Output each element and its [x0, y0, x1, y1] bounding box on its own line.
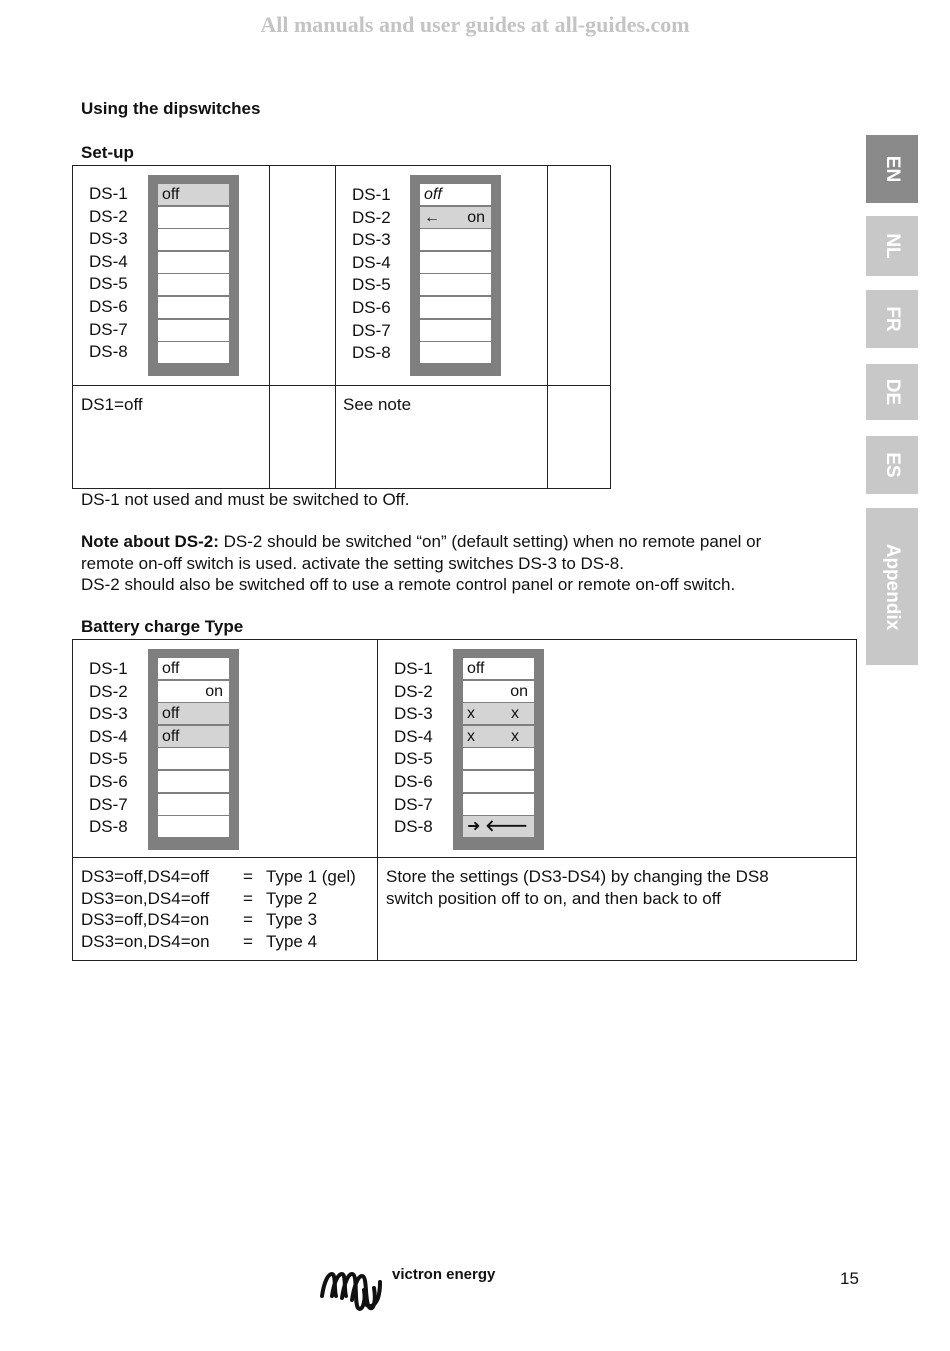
switch-slot-ds2: on — [467, 208, 485, 226]
switch-slot-ds1: off — [467, 660, 485, 677]
dipswitch-block-setup-default — [148, 175, 239, 376]
battery-heading: Battery charge Type — [81, 617, 244, 636]
tab-nl[interactable]: NL — [866, 216, 918, 276]
switch-slot-ds4: x — [467, 727, 475, 745]
tab-appendix[interactable]: Appendix — [866, 508, 918, 665]
setup-left-caption: DS1=off — [81, 395, 143, 414]
setup-footnote: DS-1 not used and must be switched to Off. — [81, 490, 410, 509]
switch-slot-ds2: on — [510, 682, 528, 700]
setup-table — [72, 165, 611, 489]
battery-table — [72, 639, 857, 961]
switch-slot-ds3: x — [467, 705, 475, 723]
setup-left-labels: DS-1 DS-2 DS-3 DS-4 DS-5 DS-6 DS-7 DS-8 — [89, 184, 128, 362]
switch-slot-ds3: off — [162, 705, 180, 723]
tab-es[interactable]: ES — [866, 436, 918, 494]
tab-fr[interactable]: FR — [866, 290, 918, 348]
battery-left-labels: DS-1 DS-2 DS-3 DS-4 DS-5 DS-6 DS-7 DS-8 — [89, 659, 128, 837]
setup-right-caption: See note — [343, 395, 412, 414]
dipswitch-block-battery-store: off on x x x x ➜ 🡐 — [453, 649, 544, 850]
tab-de[interactable]: DE — [866, 364, 918, 420]
switch-slot-ds1: off — [162, 186, 180, 203]
ds2-note: Note about DS-2: DS-2 should be switched “on” (default setting) when no remote panel or remote on-off switch is used. activate the setting switches DS-3 to DS-8. DS-2 should also be switched off to use a remote control panel or remote on-off switch. — [81, 532, 762, 594]
store-settings-text: Store the settings (DS3-DS4) by changing the DS8 switch position off to on, and then back to off — [386, 867, 769, 908]
page-number: 15 — [840, 1269, 859, 1288]
dipswitch-block-battery-types — [148, 649, 239, 850]
switch-slot-ds1: off — [424, 186, 442, 203]
tab-en[interactable]: EN — [866, 135, 918, 203]
switch-slot-ds1: off — [162, 660, 180, 677]
battery-right-labels: DS-1 DS-2 DS-3 DS-4 DS-5 DS-6 DS-7 DS-8 — [394, 659, 433, 837]
arrow-right-icon: ➜ — [467, 818, 481, 836]
section-title: Using the dipswitches — [81, 99, 261, 118]
setup-right-labels: DS-1 DS-2 DS-3 DS-4 DS-5 DS-6 DS-7 DS-8 — [352, 185, 391, 363]
switch-slot-ds2: on — [205, 682, 223, 700]
arrow-left-icon: ← — [424, 208, 440, 226]
arrow-left-icon: 🡐 — [485, 818, 528, 836]
battery-type-list: DS3=off,DS4=off = Type 1 (gel) DS3=on,DS4=off = Type 2 DS3=off,DS4=on = Type 3 DS3=on,DS4=on = Type 4 — [81, 867, 356, 951]
brand-name: victron energy — [392, 1266, 496, 1283]
watermark: All manuals and user guides at all-guides.com — [260, 12, 690, 37]
switch-slot-ds4: off — [162, 727, 180, 745]
dipswitch-block-setup-note — [410, 175, 501, 376]
setup-heading: Set-up — [81, 143, 134, 162]
